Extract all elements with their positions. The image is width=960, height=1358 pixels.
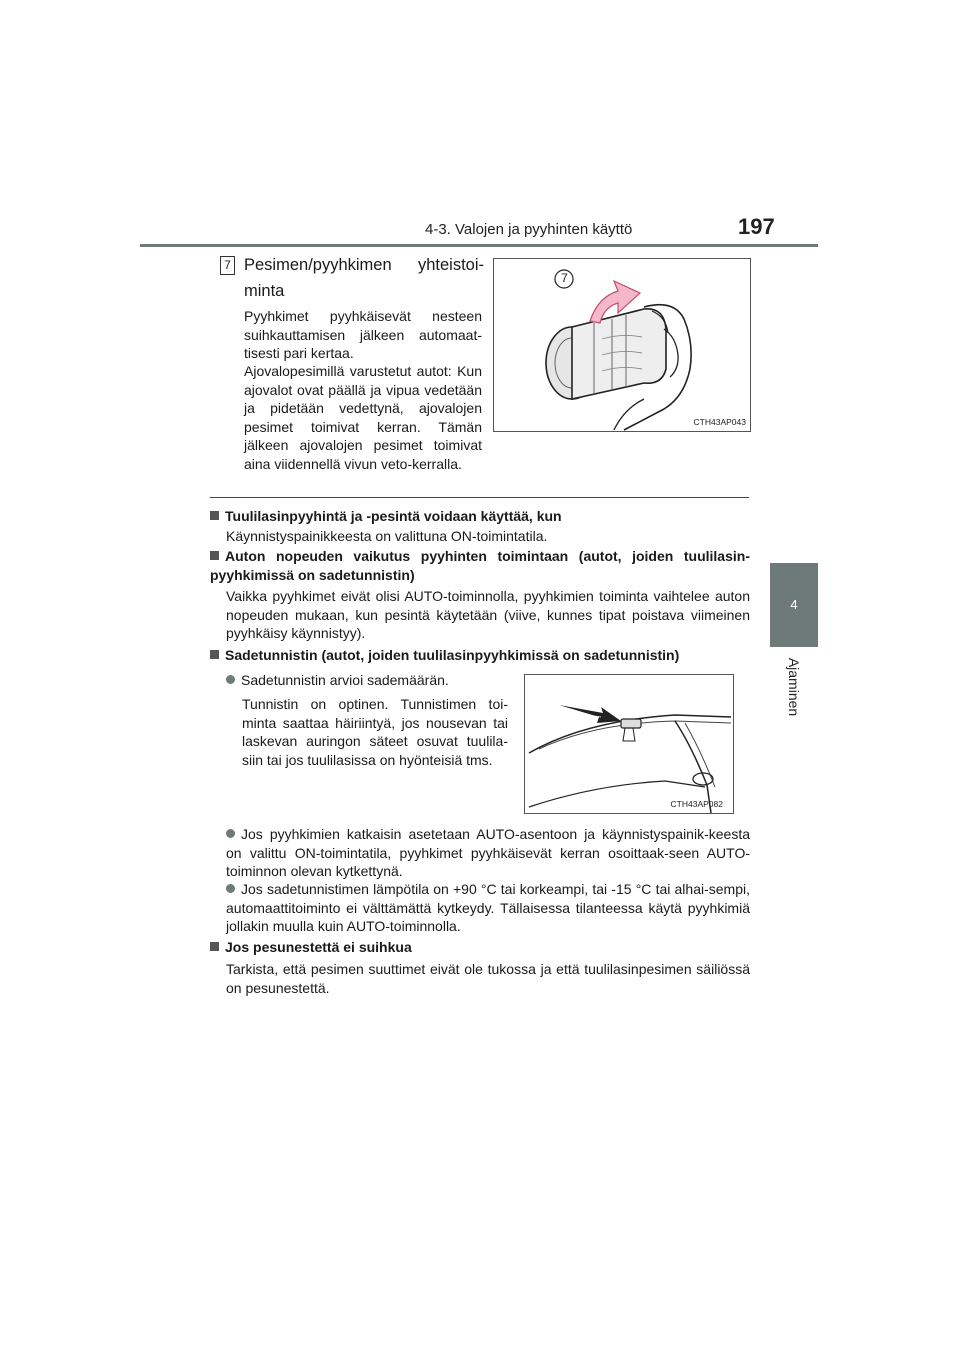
chapter-label bbox=[776, 652, 812, 722]
round-bullet-icon bbox=[226, 829, 235, 838]
figure-callout-number: 7 bbox=[561, 271, 568, 285]
chapter-tab: 4 bbox=[770, 563, 818, 647]
wiper-lever-figure bbox=[493, 258, 751, 432]
rain-sensor-figure bbox=[524, 674, 734, 814]
figure-code-2: CTH43AP082 bbox=[670, 799, 723, 809]
section-heading-3: Sadetunnistin (autot, joiden tuulilasinpyyhkimissä on sadetunnistin) bbox=[210, 646, 750, 665]
square-bullet-icon bbox=[210, 511, 219, 520]
section-heading-1: Tuulilasinpyyhintä ja -pesintä voidaan käyttää, kun bbox=[210, 507, 750, 526]
square-bullet-icon bbox=[210, 650, 219, 659]
item-title-line1: Pesimen/pyyhkimen yhteistoi- bbox=[244, 256, 484, 274]
bullet-3: Jos sadetunnistimen lämpötila on +90 °C tai korkeampi, tai -15 °C tai alhai-sempi, automaattitoiminto ei välttämättä kytkeydy. Tällaisessa tilanteessa käytä pyyhkimiä jollakin muulla kuin AUTO-toiminnolla. bbox=[226, 881, 750, 934]
page-number: 197 bbox=[738, 214, 775, 239]
bullet-1-title: Sadetunnistin arvioi sademäärän. bbox=[226, 671, 516, 690]
item-paragraph-2: Ajovalopesimillä varustetut autot: Kun ajovalot ovat päällä ja vipua vedetään ja pidetään vedettynä, ajovalojen pesimet toimivat kerran. Tämän jälkeen ajovalojen pesimet toimivat aina viidennellä vivun veto-kerralla. bbox=[244, 363, 482, 472]
wiper-lever-illustration bbox=[494, 259, 750, 431]
section-divider bbox=[210, 497, 749, 498]
chapter-label-text: Ajaminen bbox=[786, 657, 802, 717]
section-text-2: Vaikka pyyhkimet eivät olisi AUTO-toiminnolla, pyyhkimien toiminta vaihtelee auton nopeuden mukaan, kun pesintä käytetään (viive, kunnes tipat poistava viimeinen pyyhkäisy käynnistyy). bbox=[226, 588, 750, 641]
item-paragraph-1: Pyyhkimet pyyhkäisevät nesteen suihkauttamisen jälkeen automaat-tisesti pari kertaa. bbox=[244, 308, 482, 361]
square-bullet-icon bbox=[210, 942, 219, 951]
section-header: 4-3. Valojen ja pyyhinten käyttö bbox=[425, 221, 633, 238]
square-bullet-icon bbox=[210, 551, 219, 560]
item-title-line2: minta bbox=[244, 282, 285, 300]
rain-sensor-illustration bbox=[525, 675, 733, 813]
header-rule bbox=[140, 244, 818, 247]
section-text-1: Käynnistyspainikkeesta on valittuna ON-toimintatila. bbox=[226, 528, 548, 544]
section-text-4: Tarkista, että pesimen suuttimet eivät ole tukossa ja että tuulilasinpesimen säiliössä on pesunestettä. bbox=[226, 961, 750, 996]
bullet-1-text: Tunnistin on optinen. Tunnistimen toi-minta saattaa häiriintyä, jos nousevan tai laskevan auringon säteet osuvat tuulila-siin tai jos tuulilasissa on hyönteisiä tms. bbox=[242, 696, 508, 768]
section-heading-2: Auton nopeuden vaikutus pyyhinten toimintaan (autot, joiden tuulilasin-pyyhkimissä on sadetunnistin) bbox=[210, 548, 750, 583]
round-bullet-icon bbox=[226, 675, 235, 684]
section-heading-4: Jos pesunestettä ei suihkua bbox=[210, 938, 750, 957]
item-number-box: 7 bbox=[220, 256, 235, 275]
bullet-2: Jos pyyhkimien katkaisin asetetaan AUTO-asentoon ja käynnistyspainik-keesta on valittu ON-toimintatila, pyyhkimet pyyhkäisevät kerran osoittaak-seen AUTO-toiminnon olevan kytkettynä. bbox=[226, 826, 750, 879]
figure-code-1: CTH43AP043 bbox=[693, 417, 746, 427]
round-bullet-icon bbox=[226, 884, 235, 893]
